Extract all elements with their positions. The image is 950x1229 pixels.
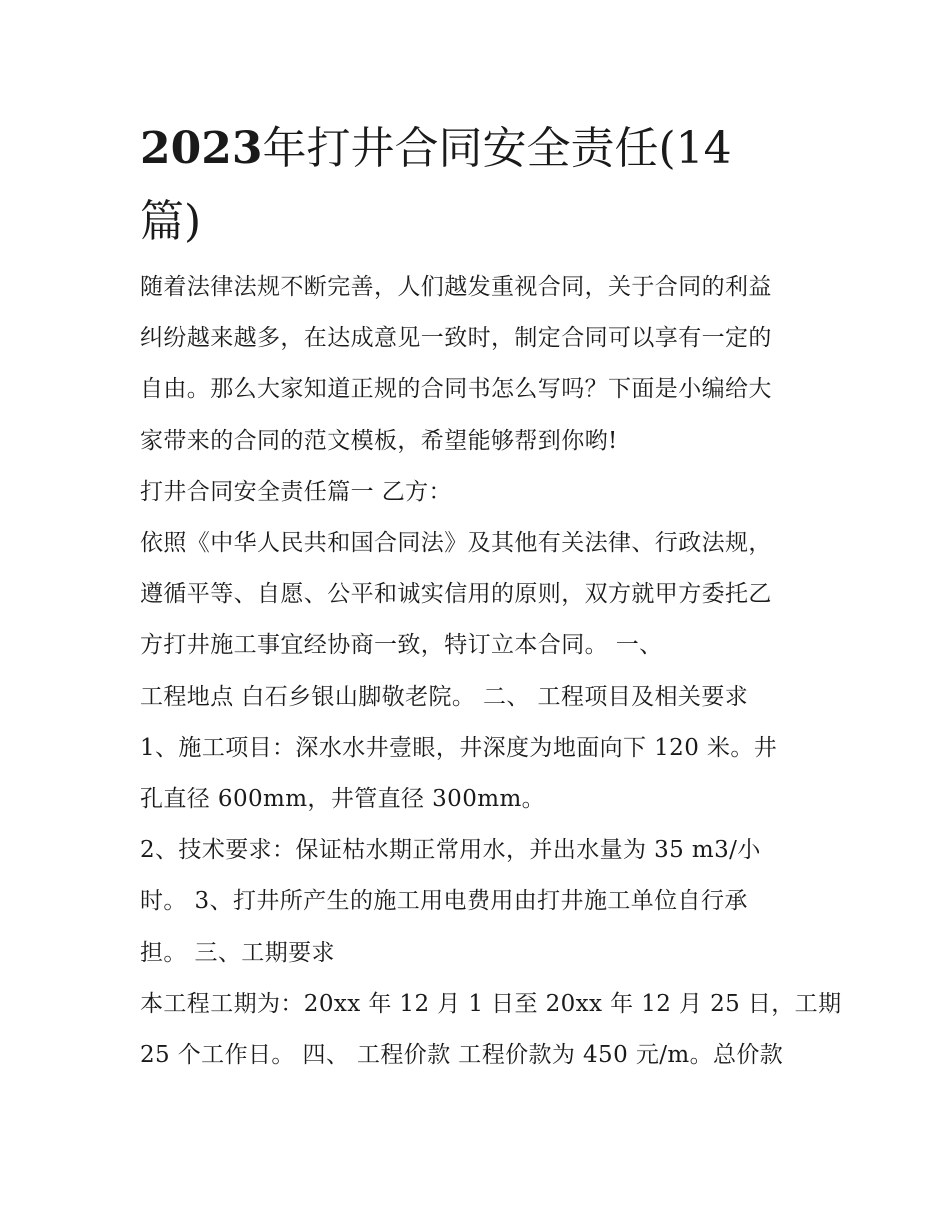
document-title <box>140 112 790 258</box>
section-heading: 打井合同安全责任篇一 乙方： <box>140 478 452 505</box>
body-line: 25 个工作日。 四、 工程价款 工程价款为 450 元/m。总价款 <box>140 1042 784 1069</box>
title-text-line2: 篇) <box>140 196 202 247</box>
body-line: 纠纷越来越多，在达成意见一致时，制定合同可以享有一定的 <box>140 325 772 352</box>
title-year: 2023 <box>140 123 263 174</box>
body-line: 家带来的合同的范文模板，希望能够帮到你哟! <box>140 427 618 454</box>
body-line: 工程地点 白石乡银山脚敬老院。 二、 工程项目及相关要求 <box>140 683 749 710</box>
body-line: 2、技术要求：保证枯水期正常用水，并出水量为 35 m3/小 <box>140 837 761 864</box>
body-line: 担。 三、工期要求 <box>140 939 335 966</box>
body-line: 随着法律法规不断完善，人们越发重视合同，关于合同的利益 <box>140 274 772 300</box>
body-line: 1、施工项目：深水水井壹眼，井深度为地面向下 120 米。井 <box>140 734 778 761</box>
body-line: 本工程工期为：20xx 年 12 月 1 日至 20xx 年 12 月 25 日，工期 <box>140 990 842 1017</box>
document-page <box>140 112 842 1081</box>
body-line: 方打井施工事宜经协商一致，特订立本合同。 一、 <box>140 632 663 659</box>
title-text: 年打井合同安全责任(14 <box>262 123 732 174</box>
document-body <box>140 262 842 1081</box>
body-line: 遵循平等、自愿、公平和诚实信用的原则，双方就甲方委托乙 <box>140 581 772 608</box>
body-line: 依照《中华人民共和国合同法》及其他有关法律、行政法规， <box>140 530 772 557</box>
body-line: 自由。那么大家知道正规的合同书怎么写吗？下面是小编给大 <box>140 376 772 403</box>
body-line: 时。 3、打井所产生的施工用电费用由打井施工单位自行承 <box>140 888 748 915</box>
body-line: 孔直径 600mm，井管直径 300mm。 <box>140 786 546 813</box>
